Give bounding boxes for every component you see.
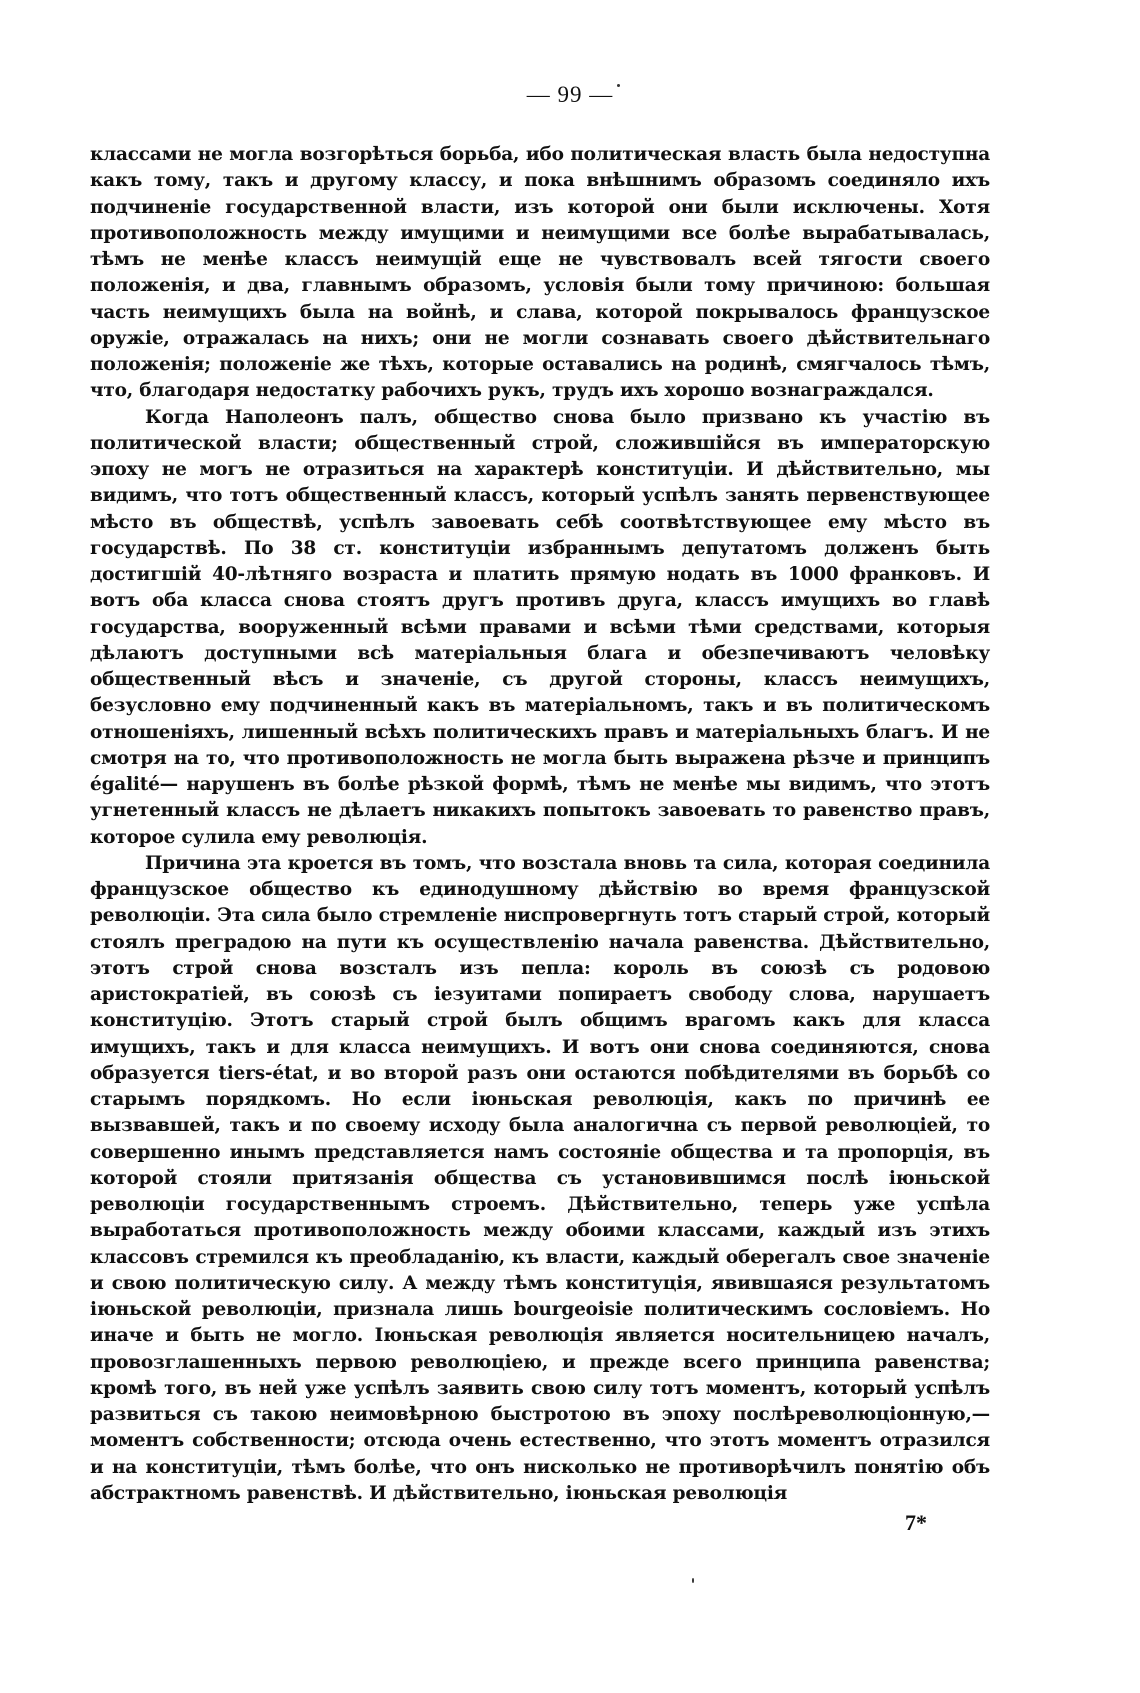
printer-signature-mark: 7* [905,1510,927,1535]
paragraph-3: Причина эта кроется въ томъ, что возстала вновь та сила, которая соединила французское общество къ единодушному дѣйствію во время французской революціи. Эта сила было стремленіе ниспровергнуть тотъ старый строй, который стоялъ преградою на пути къ осуществленію начала равенства. Дѣйствительно, этотъ строй снова возсталъ изъ пепла: король въ союзѣ съ родовою аристократіей, въ союзѣ съ іезуитами попираетъ свободу слова, нарушаетъ конституцію. Этотъ старый строй былъ общимъ врагомъ какъ для класса имущихъ, такъ и для класса неимущихъ. И вотъ они снова соединяются, снова образуется tiers-état, и во второй разъ они остаются побѣдителями въ борьбѣ со старымъ порядкомъ. Но если іюньская революція, какъ по причинѣ ее вызвавшей, такъ и по своему исходу была аналогична съ первой революціей, то совершенно инымъ представляется намъ состояніе общества и та пропорція, въ которой стояли притязанія общества съ установившимся послѣ іюньской революціи государственнымъ строемъ. Дѣйствительно, теперь уже успѣла выработаться противоположность между обоими классами, каждый изъ этихъ классовъ стремился къ преобладанію, къ власти, каждый оберегалъ свое значеніе и свою политическую силу. А между тѣмъ конституція, явившаяся результатомъ іюньской революціи, признала лишь bourgeoisie политическимъ сословіемъ. Но иначе и быть не могло. Іюньская революція является носительницею началъ, провозглашенныхъ первою революціею, и прежде всего принципа равенства; кромѣ того, въ ней уже успѣлъ заявить свою силу тотъ моментъ, который успѣлъ развиться съ такою неимовѣрною быстротою въ эпоху послѣреволюціонную,—моментъ собственности; отсюда очень естественно, что этотъ моментъ отразился и на конституціи, тѣмъ болѣе, что онъ нисколько не противорѣчилъ понятію объ абстрактномъ равенствѣ. И дѣйствительно, іюньская революція [90,852,990,1504]
body-text [90,142,990,1507]
paragraph-1: классами не могла возгорѣться борьба, ибо политическая власть была недоступна какъ тому, такъ и другому классу, и пока внѣшнимъ образомъ соединяло ихъ подчиненіе государственной власти, изъ которой они были исключены. Хотя противоположность между имущими и неимущими все болѣе вырабатывалась, тѣмъ не менѣе классъ неимущій еще не чувствовалъ всей тягости своего положенія, и два, главнымъ образомъ, условія были тому причиною: большая часть неимущихъ была на войнѣ, и слава, которой покрывалось французское оружіе, отражалась на нихъ; они не могли сознавать своего дѣйствительнаго положенія; положеніе же тѣхъ, которые оставались на родинѣ, смягчалось тѣмъ, что, благодаря недостатку рабочихъ рукъ, трудъ ихъ хорошо вознаграждался. [90,144,990,402]
paragraph-2: Когда Наполеонъ палъ, общество снова было призвано къ участію въ политической власти; общественный строй, сложившійся въ императорскую эпоху не могъ не отразиться на характерѣ конституціи. И дѣйствительно, мы видимъ, что тотъ общественный классъ, который успѣлъ занять первенствующее мѣсто въ обществѣ, успѣлъ завоевать себѣ соотвѣтствующее ему мѣсто въ государствѣ. По 38 ст. конституціи избраннымъ депутатомъ долженъ быть достигшій 40-лѣтняго возраста и платить прямую нодать въ 1000 франковъ. И вотъ оба класса снова стоятъ другъ противъ друга, классъ имущихъ во главѣ государства, вооруженный всѣми правами и всѣми тѣми средствами, которыя дѣлаютъ доступными всѣ матеріальныя блага и обезпечиваютъ человѣку общественный вѣсъ и значеніе, съ другой стороны, классъ неимущихъ, безусловно ему подчиненный какъ въ матеріальномъ, такъ и въ политическомъ отношеніяхъ, лишенный всѣхъ политическихъ правъ и матеріальныхъ благъ. И не смотря на то, что противоположность не могла быть выражена рѣзче и принципъ égalité— нарушенъ въ болѣе рѣзкой формѣ, тѣмъ не менѣе мы видимъ, что этотъ угнетенный классъ не дѣлаетъ никакихъ попытокъ завоевать то равенство правъ, которое сулила ему революція. [90,406,990,848]
print-speck-top [617,84,620,87]
page-number: — 99 — [526,82,614,107]
print-speck-bottom [692,1578,694,1583]
